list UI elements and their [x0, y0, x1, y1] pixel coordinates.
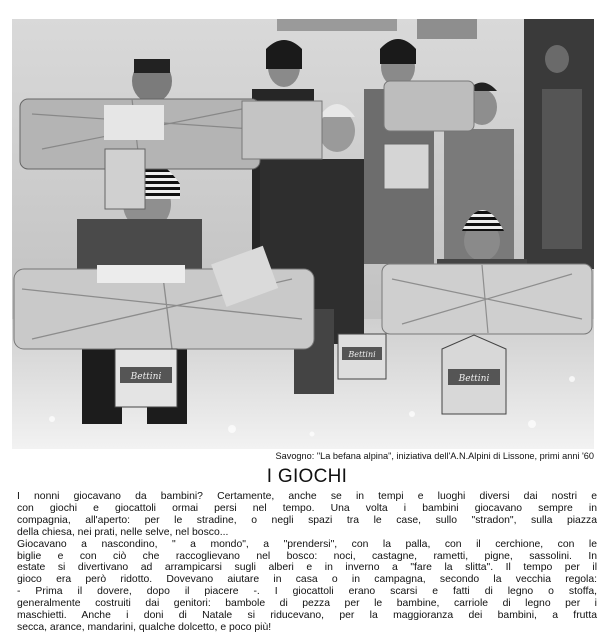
body-line: - Prima il dovere, dopo il piacere -. I giocattoli erano scarsi e fatti di legno o stoffa,: [17, 586, 597, 598]
svg-text:Bettini: Bettini: [130, 372, 162, 382]
body-line: della chiesa, nei prati, nelle selve, nel bosco...: [17, 526, 229, 538]
body-line: compagnia, all'aperto: per le stradine, o negli spazi tra le case, sullo "stradon", sulla piazza: [17, 514, 597, 526]
body-line: Giocavano a nascondino, " a mondo", a "prendersi", con la palla, con il cerchione, con le: [17, 538, 597, 550]
body-line: I nonni giocavano da bambini? Certamente, anche se in tempi e luoghi diversi dai nostri e: [17, 491, 597, 502]
svg-text:Bettini: Bettini: [348, 350, 376, 359]
body-line: gioco era però ridotto. Dovevano aiutare in casa o in campagna, secondo la vecchia regola:: [17, 574, 597, 586]
body-text: [17, 491, 597, 634]
svg-text:Bettini: Bettini: [458, 374, 490, 384]
photograph: [12, 19, 594, 449]
page-title: I GIOCHI: [266, 466, 348, 487]
body-line: con giochi e giocattoli ormai persi nel tempo. Una volta i bambini giocavano sempre in: [17, 502, 597, 514]
body-line: maschietti. Anche i doni di Natale si riducevano, per la maggioranza dei bambini, a frutta: [17, 610, 597, 622]
body-line: estate si divertivano ad arrampicarsi sugli alberi e in inverno a "fare la slitta". Il tempo per il: [17, 562, 597, 574]
photo-caption: Savogno: "La befana alpina", iniziativa dell'A.N.Alpini di Lissone, primi anni '60: [275, 451, 594, 461]
body-line: generalmente costruiti dai genitori: bambole di pezza per le bambine, carriole di legno per i: [17, 598, 597, 610]
body-line: secca, arance, mandarini, qualche dolcetto, e poco più!: [17, 621, 272, 633]
body-line: biglie e con ciò che raccoglievano nel bosco: noci, castagne, rametti, pigne, sassolini. In: [17, 550, 597, 562]
